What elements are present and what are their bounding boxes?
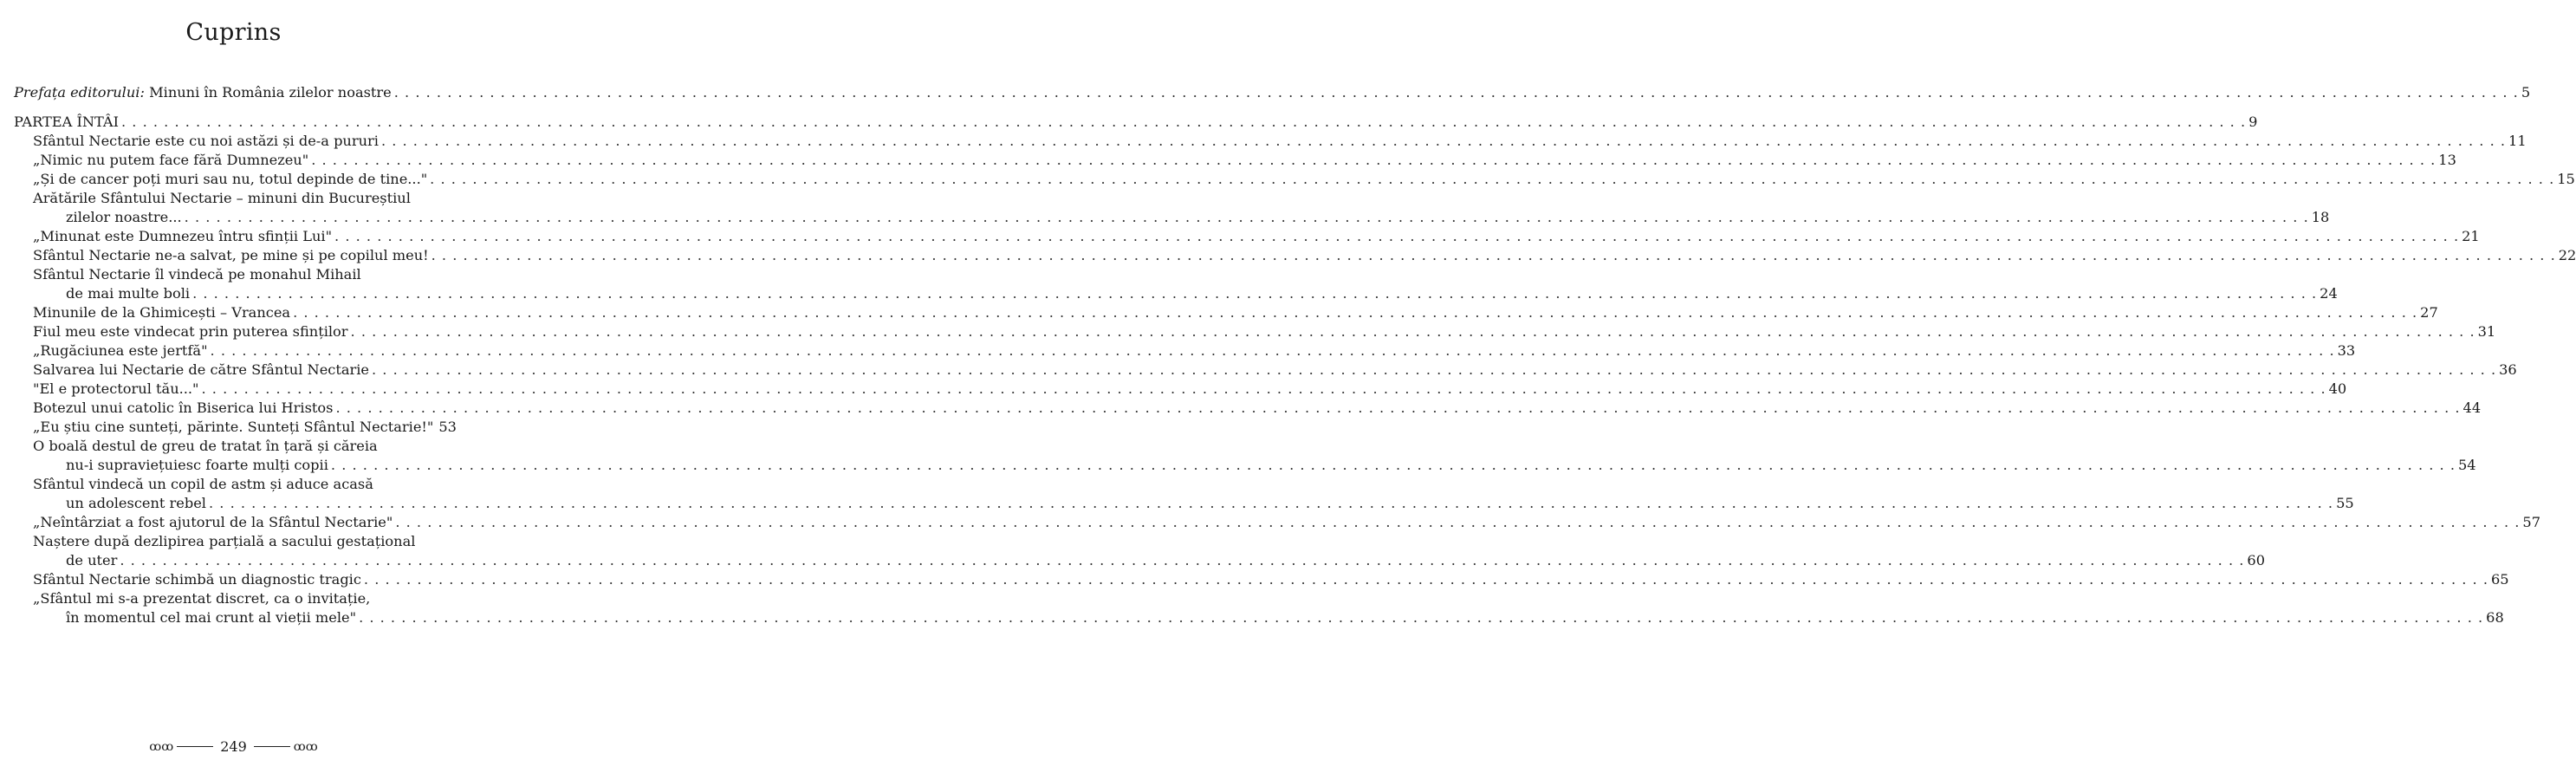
dot-leader: . . . . . . . . . . . . . . . . . . . . . . . . . . . . . . . . . . . . . . . . . . . . . . . . . . . . . . . . . . . . . . . . . . . . . . . . . . . . . . . . . . . . . . . . . . . . . . . . . . . . . . . . . . . . . . . . . . . . . . . . . . . . . . . . . . . . . . . . . . . . . . . . . . . . . . . . . . . . . . . . . . . . . . . . . . . . . . . . . . . . . . . . . . . . . . . . . . . . . . . .	[208, 495, 2334, 511]
page-number: 11	[2508, 133, 2527, 149]
toc-entry	[14, 589, 2504, 627]
page-number: 27	[2420, 304, 2438, 321]
toc-entry	[14, 151, 2456, 170]
dot-leader: . . . . . . . . . . . . . . . . . . . . . . . . . . . . . . . . . . . . . . . . . . . . . . . . . . . . . . . . . . . . . . . . . . . . . . . . . . . . . . . . . . . . . . . . . . . . . . . . . . . . . . . . . . . . . . . . . . . . . . . . . . . . . . . . . . . . . . . . . . . . . . . . . . . . . . . . . . . . . . . . . . . . . . . . . . . . . . . . . . . . . . . . . . . . . . . . . . . . . . . .	[359, 609, 2484, 626]
page-number: 40	[2328, 380, 2347, 397]
toc-entries	[14, 132, 2576, 627]
toc-entry	[14, 246, 2576, 265]
entry-title-line: de mai multe boli	[66, 285, 191, 302]
entry-title-line: Sfântul Nectarie schimbă un diagnostic tragic	[33, 571, 361, 588]
entry-title-line: Salvarea lui Nectarie de către Sfântul Nectarie	[33, 361, 370, 378]
page-number: 60	[2247, 552, 2266, 568]
page-number: 9	[2248, 114, 2258, 130]
toc-entry	[14, 170, 2575, 189]
page-number: 57	[2522, 514, 2541, 530]
scroll-ornament-icon: ꝏꝏ	[149, 739, 174, 754]
left-ornament	[149, 740, 213, 754]
entry-title-line: Naștere după dezlipirea parțială a sacului gestațional	[33, 533, 416, 549]
page-number: 33	[2337, 342, 2356, 359]
preface-label: Prefața editorului:	[14, 84, 145, 101]
entry-title-line: „Neîntârziat a fost ajutorul de la Sfântul Nectarie"	[33, 514, 393, 530]
page-number: 21	[2462, 228, 2480, 244]
entry-title-line: „Rugăciunea este jertfă"	[33, 342, 208, 359]
dot-leader: . . . . . . . . . . . . . . . . . . . . . . . . . . . . . . . . . . . . . . . . . . . . . . . . . . . . . . . . . . . . . . . . . . . . . . . . . . . . . . . . . . . . . . . . . . . . . . . . . . . . . . . . . . . . . . . . . . . . . . . . . . . . . . . . . . . . . . . . . . . . . . . . . . . . . . . . . . . . . . . . . . . . . . . . . . . . . . . . . . . . . . . . . . . . . . . . . . . . . . . .	[293, 304, 2418, 321]
dot-leader: . . . . . . . . . . . . . . . . . . . . . . . . . . . . . . . . . . . . . . . . . . . . . . . . . . . . . . . . . . . . . . . . . . . . . . . . . . . . . . . . . . . . . . . . . . . . . . . . . . . . . . . . . . . . . . . . . . . . . . . . . . . . . . . . . . . . . . . . . . . . . . . . . . . . . . . . . . . . . . . . . . . . . . . . . . . . . . . . . . . . . . . . . . . . . . . . . . . . . . . .	[372, 361, 2497, 378]
page-number: 44	[2462, 399, 2482, 416]
page-number: 15	[2557, 171, 2575, 187]
toc-entry	[14, 303, 2438, 322]
toc-entry	[14, 361, 2517, 380]
dot-leader: . . . . . . . . . . . . . . . . . . . . . . . . . . . . . . . . . . . . . . . . . . . . . . . . . . . . . . . . . . . . . . . . . . . . . . . . . . . . . . . . . . . . . . . . . . . . . . . . . . . . . . . . . . . . . . . . . . . . . . . . . . . . . . . . . . . . . . . . . . . . . . . . . . . . . . . . . . . . . . . . . . . . . . . . . . . . . . . . . . . . . . . . . . . . . . . . . . . . . . . .	[210, 342, 2335, 359]
dot-leader: . . . . . . . . . . . . . . . . . . . . . . . . . . . . . . . . . . . . . . . . . . . . . . . . . . . . . . . . . . . . . . . . . . . . . . . . . . . . . . . . . . . . . . . . . . . . . . . . . . . . . . . . . . . . . . . . . . . . . . . . . . . . . . . . . . . . . . . . . . . . . . . . . . . . . . . . . . . . . . . . . . . . . . . . . . . . . . . . . . . . . . . . . . . . . . . . . . . . . . . .	[334, 228, 2460, 244]
dot-leader: . . . . . . . . . . . . . . . . . . . . . . . . . . . . . . . . . . . . . . . . . . . . . . . . . . . . . . . . . . . . . . . . . . . . . . . . . . . . . . . . . . . . . . . . . . . . . . . . . . . . . . . . . . . . . . . . . . . . . . . . . . . . . . . . . . . . . . . . . . . . . . . . . . . . . . . . . . . . . . . . . . . . . . . . . . . . . . . . . . . . . . . . . . . . . . . . . . . . . . . .	[350, 323, 2475, 340]
toc-entry	[14, 418, 456, 437]
dot-leader: . . . . . . . . . . . . . . . . . . . . . . . . . . . . . . . . . . . . . . . . . . . . . . . . . . . . . . . . . . . . . . . . . . . . . . . . . . . . . . . . . . . . . . . . . . . . . . . . . . . . . . . . . . . . . . . . . . . . . . . . . . . . . . . . . . . . . . . . . . . . . . . . . . . . . . . . . . . . . . . . . . . . . . . . . . . . . . . . . . . . . . . . . . . . . . . . . . . . . . . .	[380, 133, 2507, 149]
entry-title-line: "El e protectorul tău..."	[33, 380, 199, 397]
preface-title: Minuni în România zilelor noastre	[144, 84, 392, 101]
dot-leader: . . . . . . . . . . . . . . . . . . . . . . . . . . . . . . . . . . . . . . . . . . . . . . . . . . . . . . . . . . . . . . . . . . . . . . . . . . . . . . . . . . . . . . . . . . . . . . . . . . . . . . . . . . . . . . . . . . . . . . . . . . . . . . . . . . . . . . . . . . . . . . . . . . . . . . . . . . . . . . . . . . . . . . . . . . . . . . . . . . . . . . . . . . . . . . . . . . . . . . . .	[395, 514, 2521, 530]
page-number: 53	[438, 419, 457, 435]
part-heading: PARTEA ÎNTÂI	[14, 114, 120, 130]
dot-leader: . . . . . . . . . . . . . . . . . . . . . . . . . . . . . . . . . . . . . . . . . . . . . . . . . . . . . . . . . . . . . . . . . . . . . . . . . . . . . . . . . . . . . . . . . . . . . . . . . . . . . . . . . . . . . . . . . . . . . . . . . . . . . . . . . . . . . . . . . . . . . . . . . . . . . . . . . . . . . . . . . . . . . . . . . . . . . . . . . . . . . . . . . . . . . . . . . . . . . . . .	[393, 84, 2519, 101]
dot-leader: . . . . . . . . . . . . . . . . . . . . . . . . . . . . . . . . . . . . . . . . . . . . . . . . . . . . . . . . . . . . . . . . . . . . . . . . . . . . . . . . . . . . . . . . . . . . . . . . . . . . . . . . . . . . . . . . . . . . . . . . . . . . . . . . . . . . . . . . . . . . . . . . . . . . . . . . . . . . . . . . . . . . . . . . . . . . . . . . . . . . . . . . . . . . . . . . . . . . . . . .	[363, 571, 2488, 588]
entry-title-line: O boală destul de greu de tratat în țară și căreia	[33, 438, 378, 454]
page-number: 13	[2438, 152, 2456, 168]
dot-leader: . . . . . . . . . . . . . . . . . . . . . . . . . . . . . . . . . . . . . . . . . . . . . . . . . . . . . . . . . . . . . . . . . . . . . . . . . . . . . . . . . . . . . . . . . . . . . . . . . . . . . . . . . . . . . . . . . . . . . . . . . . . . . . . . . . . . . . . . . . . . . . . . . . . . . . . . . . . . . . . . . . . . . . . . . . . . . . . . . . . . . . . . . . . . . . . . . . . . . . . .	[335, 399, 2461, 416]
entry-title-line: în momentul cel mai crunt al vieții mele"	[66, 609, 357, 626]
dot-leader: . . . . . . . . . . . . . . . . . . . . . . . . . . . . . . . . . . . . . . . . . . . . . . . . . . . . . . . . . . . . . . . . . . . . . . . . . . . . . . . . . . . . . . . . . . . . . . . . . . . . . . . . . . . . . . . . . . . . . . . . . . . . . . . . . . . . . . . . . . . . . . . . . . . . . . . . . . . . . . . . . . . . . . . . . . . . . . . . . . . . . . . . . . . . . . . . . . . . . . . .	[201, 380, 2326, 397]
toc-entry	[14, 227, 2480, 246]
toc-entry	[14, 532, 2266, 570]
toc-entry	[14, 341, 2356, 361]
toc-entry	[14, 265, 2338, 303]
page-number: 65	[2491, 571, 2509, 588]
toc-entry	[14, 437, 2476, 475]
entry-title-line: „Minunat este Dumnezeu întru sfinții Lui"	[33, 228, 333, 244]
entry-title-line: „Și de cancer poți muri sau nu, totul depinde de tine..."	[33, 171, 428, 187]
toc-entry-preface	[14, 83, 2531, 102]
entry-title-line: Minunile de la Ghimicești – Vrancea	[33, 304, 291, 321]
dot-leader: . . . . . . . . . . . . . . . . . . . . . . . . . . . . . . . . . . . . . . . . . . . . . . . . . . . . . . . . . . . . . . . . . . . . . . . . . . . . . . . . . . . . . . . . . . . . . . . . . . . . . . . . . . . . . . . . . . . . . . . . . . . . . . . . . . . . . . . . . . . . . . . . . . . . . . . . . . . . . . . . . . . . . . . . . . . . . . . . . . . . . . . . . . . . . . . . . . . . . . . .	[121, 114, 2247, 130]
entry-title-line: „Sfântul mi s-a prezentat discret, ca o invitație,	[33, 590, 371, 607]
entry-title-line: Sfântul Nectarie ne-a salvat, pe mine și pe copilul meu!	[33, 247, 429, 263]
table-of-contents	[14, 83, 2576, 627]
toc-entry	[14, 399, 2482, 418]
dot-leader: . . . . . . . . . . . . . . . . . . . . . . . . . . . . . . . . . . . . . . . . . . . . . . . . . . . . . . . . . . . . . . . . . . . . . . . . . . . . . . . . . . . . . . . . . . . . . . . . . . . . . . . . . . . . . . . . . . . . . . . . . . . . . . . . . . . . . . . . . . . . . . . . . . . . . . . . . . . . . . . . . . . . . . . . . . . . . . . . . . . . . . . . . . . . . . . . . . . . . . . .	[192, 285, 2318, 302]
dot-leader: . . . . . . . . . . . . . . . . . . . . . . . . . . . . . . . . . . . . . . . . . . . . . . . . . . . . . . . . . . . . . . . . . . . . . . . . . . . . . . . . . . . . . . . . . . . . . . . . . . . . . . . . . . . . . . . . . . . . . . . . . . . . . . . . . . . . . . . . . . . . . . . . . . . . . . . . . . . . . . . . . . . . . . . . . . . . . . . . . . . . . . . . . . . . . . . . . . . . . . . .	[330, 457, 2456, 473]
page-number: 24	[2320, 285, 2338, 302]
page-number: 54	[2457, 457, 2476, 473]
page-number: 68	[2486, 609, 2504, 626]
entry-title-line: Sfântul vindecă un copil de astm și aduce acasă	[33, 476, 373, 492]
entry-title-line: un adolescent rebel	[66, 495, 206, 511]
dot-leader: . . . . . . . . . . . . . . . . . . . . . . . . . . . . . . . . . . . . . . . . . . . . . . . . . . . . . . . . . . . . . . . . . . . . . . . . . . . . . . . . . . . . . . . . . . . . . . . . . . . . . . . . . . . . . . . . . . . . . . . . . . . . . . . . . . . . . . . . . . . . . . . . . . . . . . . . . . . . . . . . . . . . . . . . . . . . . . . . . . . . . . . . . . . . . . . . . . . . . . . .	[184, 209, 2309, 225]
entry-title-line: Fiul meu este vindecat prin puterea sfinților	[33, 323, 348, 340]
page-number: 22	[2558, 247, 2576, 263]
scroll-ornament-icon: ꝏꝏ	[293, 739, 318, 754]
page-number: 36	[2499, 361, 2517, 378]
dot-leader: . . . . . . . . . . . . . . . . . . . . . . . . . . . . . . . . . . . . . . . . . . . . . . . . . . . . . . . . . . . . . . . . . . . . . . . . . . . . . . . . . . . . . . . . . . . . . . . . . . . . . . . . . . . . . . . . . . . . . . . . . . . . . . . . . . . . . . . . . . . . . . . . . . . . . . . . . . . . . . . . . . . . . . . . . . . . . . . . . . . . . . . . . . . . . . . . . . . . . . . .	[120, 552, 2245, 568]
entry-title-line: zilelor noastre...	[66, 209, 182, 225]
dot-leader: . . . . . . . . . . . . . . . . . . . . . . . . . . . . . . . . . . . . . . . . . . . . . . . . . . . . . . . . . . . . . . . . . . . . . . . . . . . . . . . . . . . . . . . . . . . . . . . . . . . . . . . . . . . . . . . . . . . . . . . . . . . . . . . . . . . . . . . . . . . . . . . . . . . . . . . . . . . . . . . . . . . . . . . . . . . . . . . . . . . . . . . . . . . . . . . . . . . . . . . .	[430, 171, 2555, 187]
toc-entry	[14, 570, 2509, 589]
page-title: Cuprins	[185, 19, 282, 46]
entry-title-line: Sfântul Nectarie este cu noi astăzi și de-a pururi	[33, 133, 379, 149]
toc-entry	[14, 189, 2330, 227]
toc-entry	[14, 322, 2496, 341]
toc-entry-part	[14, 113, 2258, 132]
folio-number: 249	[220, 738, 247, 755]
dot-leader: . . . . . . . . . . . . . . . . . . . . . . . . . . . . . . . . . . . . . . . . . . . . . . . . . . . . . . . . . . . . . . . . . . . . . . . . . . . . . . . . . . . . . . . . . . . . . . . . . . . . . . . . . . . . . . . . . . . . . . . . . . . . . . . . . . . . . . . . . . . . . . . . . . . . . . . . . . . . . . . . . . . . . . . . . . . . . . . . . . . . . . . . . . . . . . . . . . . . . . . .	[431, 247, 2556, 263]
entry-title-line: „Nimic nu putem face fără Dumnezeu"	[33, 152, 309, 168]
entry-title-line: „Eu știu cine sunteți, părinte. Sunteți Sfântul Nectarie!"	[33, 419, 434, 435]
page-number: 5	[2521, 84, 2531, 101]
toc-entry	[14, 513, 2541, 532]
toc-entry	[14, 132, 2527, 151]
page-number: 55	[2336, 495, 2354, 511]
entry-title-line: Botezul unui catolic în Biserica lui Hristos	[33, 399, 334, 416]
page-number: 31	[2477, 323, 2496, 340]
page-number: 18	[2311, 209, 2330, 225]
page-footer	[0, 738, 467, 755]
toc-entry	[14, 380, 2347, 399]
entry-title-line: Sfântul Nectarie îl vindecă pe monahul Mihail	[33, 266, 361, 283]
entry-title-line: Arătările Sfântului Nectarie – minuni din Bucureștiul	[33, 190, 411, 206]
right-ornament	[254, 740, 318, 754]
dot-leader: . . . . . . . . . . . . . . . . . . . . . . . . . . . . . . . . . . . . . . . . . . . . . . . . . . . . . . . . . . . . . . . . . . . . . . . . . . . . . . . . . . . . . . . . . . . . . . . . . . . . . . . . . . . . . . . . . . . . . . . . . . . . . . . . . . . . . . . . . . . . . . . . . . . . . . . . . . . . . . . . . . . . . . . . . . . . . . . . . . . . . . . . . . . . . . . . . . . . . . . .	[311, 152, 2436, 168]
toc-entry	[14, 475, 2354, 513]
entry-title-line: de uter	[66, 552, 118, 568]
entry-title-line: nu-i supraviețuiesc foarte mulți copii	[66, 457, 328, 473]
